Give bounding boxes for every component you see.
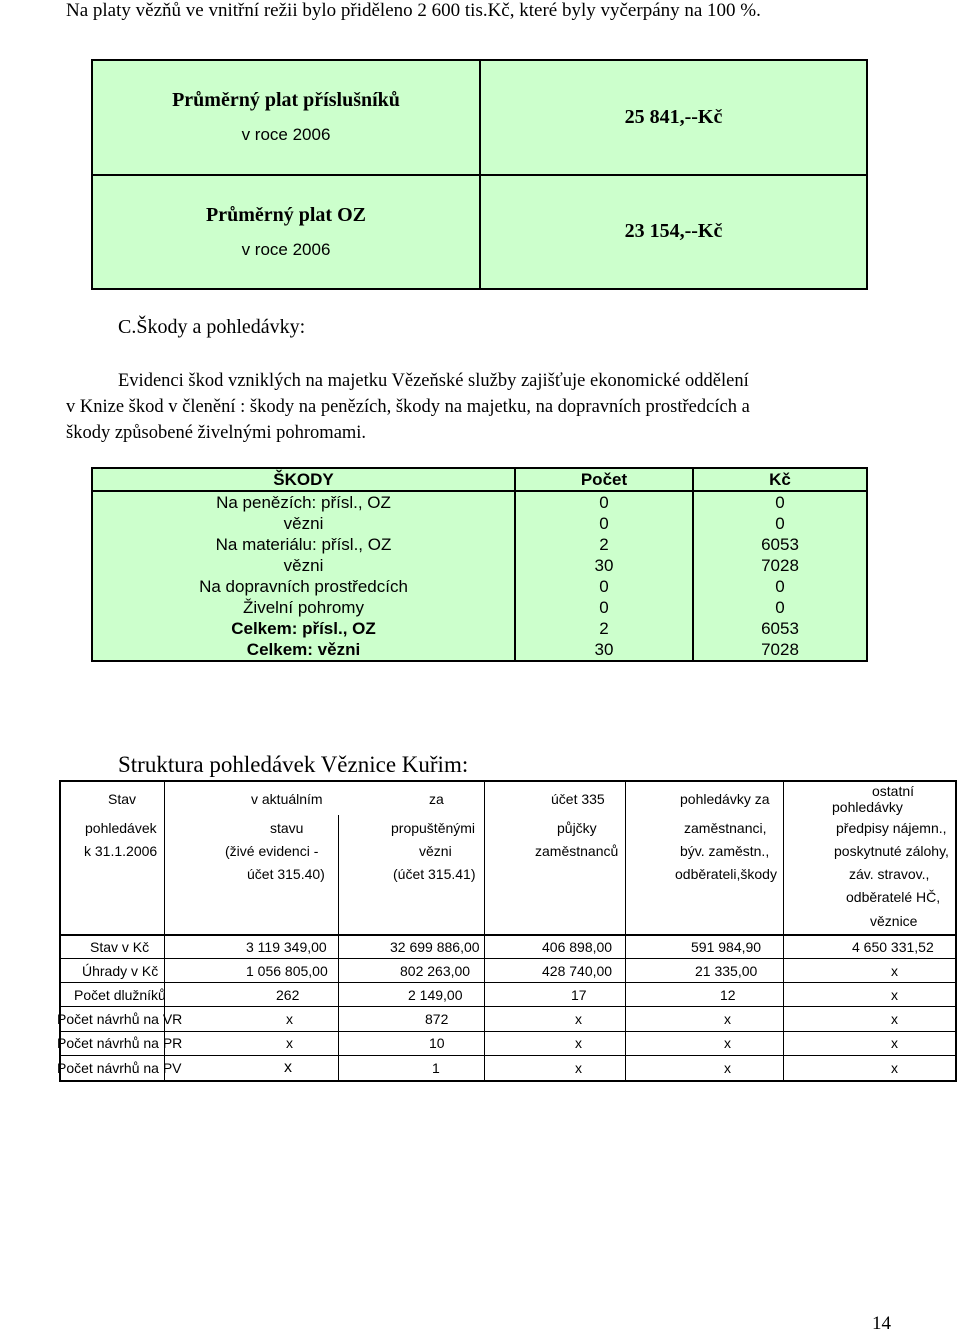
header-text: věznice (870, 913, 918, 929)
damages-cell: 7028 (693, 639, 867, 661)
header-text: býv. zaměstn., (680, 843, 770, 859)
header-text: Stav (108, 791, 137, 807)
row-value: 872 (425, 1011, 449, 1027)
row-value: x (575, 1060, 582, 1076)
header-text: k 31.1.2006 (84, 843, 158, 859)
salary-table (91, 59, 868, 290)
row-value: x (724, 1035, 731, 1051)
damages-cell: 0 (693, 597, 867, 618)
row-value: 10 (429, 1035, 445, 1051)
grid-line (484, 780, 485, 1080)
damages-cell: 0 (515, 513, 693, 534)
header-text: stavu (270, 820, 304, 836)
damages-cell: 0 (515, 491, 693, 513)
salary-value: 25 841,--Kč (624, 105, 723, 128)
grid-line (59, 958, 957, 959)
damages-row (92, 597, 867, 618)
section-heading-receivables: Struktura pohledávek Věznice Kuřim: (118, 752, 469, 777)
salary-row (92, 175, 867, 290)
row-value: x (284, 1059, 292, 1076)
grid-line (59, 982, 957, 983)
damages-table (91, 467, 868, 662)
row-value: 262 (276, 987, 300, 1003)
damages-header-cell: Kč (693, 468, 867, 491)
damages-row (92, 534, 867, 555)
header-text: záv. stravov., (849, 866, 930, 882)
row-value: 12 (720, 987, 736, 1003)
row-label: Počet návrhů na PR (57, 1035, 183, 1051)
header-text: předpisy nájemn., (836, 820, 947, 836)
salary-value-cell (480, 60, 867, 175)
damages-cell: Živelní pohromy (92, 597, 515, 618)
row-label: Počet návrhů na VR (57, 1011, 183, 1027)
damages-row (92, 576, 867, 597)
damages-cell: Celkem: vězni (92, 639, 515, 661)
grid-line (59, 1006, 957, 1007)
row-value: 428 740,00 (542, 963, 613, 979)
header-text: propuštěnými (391, 820, 476, 836)
grid-line (59, 934, 957, 936)
header-text: (účet 315.41) (393, 866, 476, 882)
damages-total-row (92, 618, 867, 639)
row-value: 21 335,00 (695, 963, 758, 979)
row-value: x (891, 963, 898, 979)
damages-header-cell: ŠKODY (92, 468, 515, 491)
row-value: 591 984,90 (691, 939, 762, 955)
row-value: 3 119 349,00 (246, 939, 327, 955)
header-text: účet 335 (551, 791, 605, 807)
row-value: 1 056 805,00 (246, 963, 328, 979)
header-text: odběratelé HČ, (846, 889, 941, 905)
damages-cell: 0 (693, 576, 867, 597)
salary-year: v roce 2006 (241, 239, 331, 259)
row-value: 802 263,00 (400, 963, 471, 979)
header-text: zaměstnanců (535, 843, 619, 859)
salary-value: 23 154,--Kč (624, 220, 723, 243)
row-value: 2 149,00 (408, 987, 463, 1003)
row-value: x (286, 1035, 293, 1051)
receivables-table (59, 780, 957, 1082)
section-heading-damages: C.Škody a pohledávky: (118, 316, 306, 338)
grid-line (59, 1031, 957, 1032)
row-value: x (891, 1060, 898, 1076)
damages-cell: 0 (693, 491, 867, 513)
row-label: Stav v Kč (90, 939, 150, 955)
damages-cell: 0 (515, 597, 693, 618)
row-value: 17 (571, 987, 587, 1003)
paragraph-line: škody způsobené živelnými pohromami. (66, 423, 367, 443)
header-text: zaměstnanci, (684, 820, 767, 836)
damages-total-row (92, 639, 867, 661)
header-text: v aktuálním (251, 791, 323, 807)
row-value: x (891, 1035, 898, 1051)
damages-cell: Celkem: přísl., OZ (92, 618, 515, 639)
header-text: pohledávky za (680, 791, 770, 807)
damages-cell: 0 (515, 576, 693, 597)
damages-cell: vězni (92, 513, 515, 534)
damages-cell: Na dopravních prostředcích (92, 576, 515, 597)
row-value: 1 (432, 1060, 440, 1076)
row-value: x (724, 1011, 731, 1027)
page-number: 14 (872, 1313, 891, 1334)
row-value: x (286, 1011, 293, 1027)
header-text: ostatní (872, 783, 915, 799)
grid-line (783, 780, 784, 1080)
damages-row (92, 513, 867, 534)
damages-header-cell: Počet (515, 468, 693, 491)
row-value: 4 650 331,52 (852, 939, 934, 955)
row-value: x (724, 1060, 731, 1076)
row-value: x (575, 1035, 582, 1051)
damages-cell: 2 (515, 618, 693, 639)
damages-header-row (92, 468, 867, 491)
salary-label: Průměrný plat OZ (206, 203, 366, 226)
damages-cell: Na materiálu: přísl., OZ (92, 534, 515, 555)
grid-line (338, 815, 339, 1080)
damages-cell: Na penězích: přísl., OZ (92, 491, 515, 513)
damages-cell: vězni (92, 555, 515, 576)
salary-row (92, 60, 867, 175)
salary-value-cell (480, 175, 867, 290)
row-value: x (891, 987, 898, 1003)
paragraph-line: v Knize škod v členění : škody na penězích, škody na majetku, na dopravních prostředcích a (66, 397, 750, 417)
header-text: pohledávek (85, 820, 157, 836)
row-value: 32 699 886,00 (390, 939, 480, 955)
salary-label: Průměrný plat příslušníků (172, 89, 400, 112)
damages-cell: 7028 (693, 555, 867, 576)
header-text: pohledávky (832, 799, 903, 815)
damages-cell: 6053 (693, 618, 867, 639)
damages-cell: 30 (515, 639, 693, 661)
damages-cell: 0 (693, 513, 867, 534)
intro-text: Na platy vězňů ve vnitřní režii bylo přiděleno 2 600 tis.Kč, které byly vyčerpány na 100 %. (66, 0, 761, 21)
header-text: odběrateli,škody (675, 866, 777, 882)
damages-cell: 6053 (693, 534, 867, 555)
header-text: za (429, 791, 444, 807)
damages-cell: 2 (515, 534, 693, 555)
row-label: Úhrady v Kč (82, 963, 159, 979)
damages-cell: 30 (515, 555, 693, 576)
salary-label-cell (92, 175, 480, 290)
header-text: vězni (419, 843, 452, 859)
row-value: x (575, 1011, 582, 1027)
header-text: (živé evidenci - (225, 843, 319, 859)
row-label: Počet dlužníků (74, 987, 166, 1003)
damages-row (92, 491, 867, 513)
header-text: účet 315.40) (247, 866, 325, 882)
salary-label-cell (92, 60, 480, 175)
paragraph-line: Evidenci škod vzniklých na majetku Vězeňské služby zajišťuje ekonomické oddělení (118, 371, 749, 391)
header-text: půjčky (557, 820, 597, 836)
header-text: poskytnuté zálohy, (834, 843, 949, 859)
row-value: x (891, 1011, 898, 1027)
grid-line (625, 780, 626, 1080)
row-value: 406 898,00 (542, 939, 613, 955)
row-label: Počet návrhů na PV (57, 1060, 182, 1076)
salary-year: v roce 2006 (241, 125, 331, 145)
damages-paragraph (66, 368, 906, 446)
damages-row (92, 555, 867, 576)
table-frame (59, 780, 957, 1082)
grid-line (59, 1055, 957, 1056)
